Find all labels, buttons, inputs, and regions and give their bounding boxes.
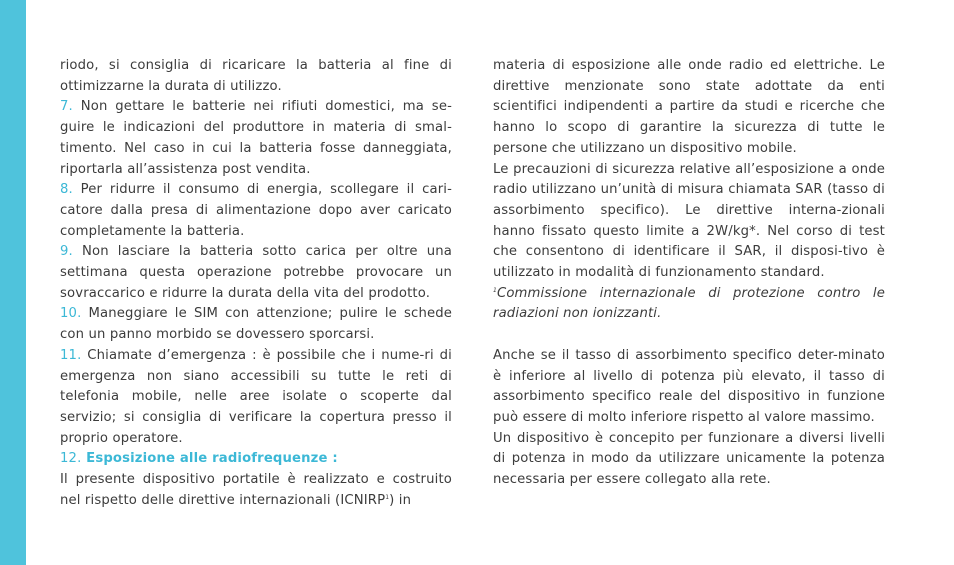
item-text-end: ) in (389, 492, 412, 508)
item-number: 10. (60, 306, 82, 322)
list-item-11 (60, 346, 452, 450)
footnote-ref: 1 (385, 493, 390, 501)
item-text: Maneggiare le SIM con attenzione; pulire le schede con un panno morbido se dovessero sporcarsi. (60, 306, 452, 343)
list-item-12-heading (60, 449, 452, 470)
list-item-7 (60, 97, 452, 180)
item-text: Il presente dispositivo portatile è realizzato e costruito nel rispetto delle direttive internazionali (ICNIRP (60, 472, 452, 508)
accent-side-bar (0, 0, 26, 565)
section-heading: Esposizione alle radiofrequenze : (81, 451, 338, 467)
item-number: 7. (60, 99, 73, 115)
list-item-10 (60, 304, 452, 345)
item-text: Chiamate d’emergenza : è possibile che i nume-ri di emergenza non siano accessibili su tutte le reti di telefonia mobile, nelle aree isolate o scoperte dal servizio; si consiglia di verificare la copertura presso il proprio operatore. (60, 347, 452, 446)
list-item-12-text (60, 470, 452, 511)
right-column (493, 56, 885, 491)
item-text: Per ridurre il consumo di energia, scollegare il cari-catore dalla presa di alimentazione dopo aver caricato completamente la batteria. (60, 182, 452, 239)
item-text: Non lasciare la batteria sotto carica per oltre una settimana questa operazione potrebbe provocare un sovraccarico e ridurre la durata della vita del prodotto. (60, 244, 452, 301)
list-item-9 (60, 242, 452, 304)
item-number: 12. (60, 451, 82, 467)
footnote (493, 284, 885, 325)
paragraph: Anche se il tasso di assorbimento specifico deter-minato è inferiore al livello di potenza più elevato, il tasso di assorbimento specifico reale del dispositivo in funzione può essere di molto inferiore rispetto al valore massimo. (493, 347, 885, 425)
item-number: 8. (60, 182, 73, 198)
item-number: 9. (60, 244, 73, 260)
paragraph: Le precauzioni di sicurezza relative all’esposizione a onde radio utilizzano un’unità di misura chiamata SAR (tasso di assorbimento specifico). Le direttive interna-zionali hanno fissato questo limite a 2W/kg*. Nel corso di test che consentono di identificare il SAR, il disposi-tivo è utilizzato in modalità di funzionamento standard. (493, 161, 885, 281)
footnote-text: Commissione internazionale di protezione contro le radiazioni non ionizzanti. (493, 285, 885, 322)
list-item-8 (60, 180, 452, 242)
footnote-marker: 1 (493, 286, 497, 294)
paragraph-spacer (493, 325, 885, 346)
left-column (60, 56, 452, 511)
item-text: Non gettare le batterie nei rifiuti domestici, ma se-guire le indicazioni del produttore in materia di smal-timento. Nel caso in cui la batteria fosse danneggiata, riportarla all’assistenza post vendita. (60, 99, 452, 177)
paragraph: Un dispositivo è concepito per funzionare a diversi livelli di potenza in modo da utilizzare unicamente la potenza necessaria per essere collegato alla rete. (493, 430, 885, 488)
paragraph: materia di esposizione alle onde radio ed elettriche. Le direttive menzionate sono state adottate da enti scientifici indipendenti a partire da studi e ricerche che hanno lo scopo di garantire la sicurezza di tutte le persone che utilizzano un dispositivo mobile. (493, 58, 885, 156)
continued-paragraph: riodo, si consiglia di ricaricare la batteria al fine di ottimizzarne la durata di utilizzo. (60, 58, 452, 94)
item-number: 11. (60, 347, 82, 363)
